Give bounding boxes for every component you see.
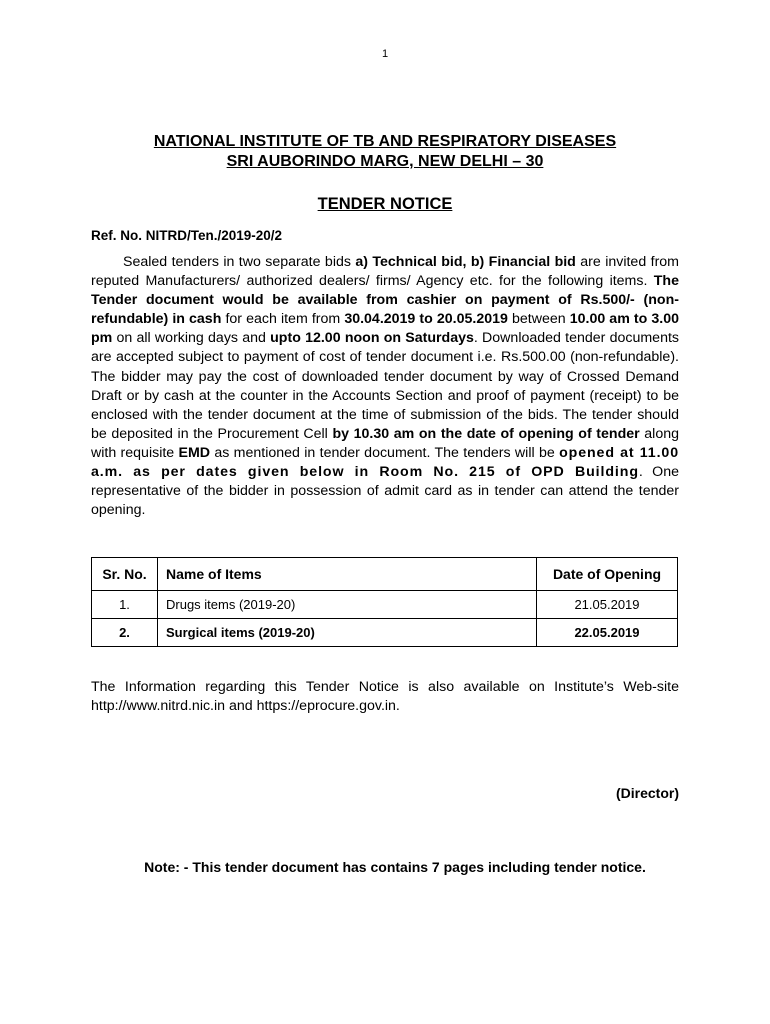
- bold-segment: EMD: [178, 444, 211, 461]
- bold-segment: by 10.30 am on the date of opening of tender: [332, 425, 640, 442]
- text-segment: as mentioned in tender document. The tenders will be: [210, 444, 560, 461]
- header-sr-no: Sr. No.: [92, 558, 158, 591]
- text-segment: along with requisite: [91, 425, 680, 461]
- header-item-name: Name of Items: [158, 558, 537, 591]
- reference-number: Ref. No. NITRD/Ten./2019-20/2: [91, 228, 283, 243]
- bold-segment: a) Technical bid, b) Financial bid: [355, 254, 576, 270]
- text-segment: are invited from reputed Manufacturers/ authorized dealers/ firms/ Agency etc. for the following items.: [91, 254, 680, 290]
- text-segment: between: [507, 311, 570, 328]
- bold-segment: opened at 11.00 a.m. as per dates given below in Room No. 215 of OPD Building: [91, 444, 679, 481]
- header-date: Date of Opening: [537, 558, 678, 591]
- cell-date: 21.05.2019: [537, 591, 678, 619]
- table-header-row: [92, 558, 678, 591]
- cell-item-name: Drugs items (2019-20): [158, 591, 537, 619]
- cell-item-name: Surgical items (2019-20): [158, 619, 537, 647]
- institute-address: SRI AUBORINDO MARG, NEW DELHI – 30: [226, 153, 544, 170]
- bold-segment: upto 12.00 noon on Saturdays: [270, 330, 474, 347]
- page-number: 1: [381, 48, 389, 60]
- signatory: (Director): [615, 785, 679, 801]
- tender-paragraph: [91, 253, 679, 520]
- cell-sr-no: 1.: [92, 591, 158, 619]
- website-info: The Information regarding this Tender Notice is also available on Institute’s Web-site http://www.nitrd.nic.in and https://eprocure.gov.in.: [91, 679, 679, 714]
- footer-note: Note: - This tender document has contains 7 pages including tender notice.: [144, 859, 646, 875]
- cell-date: 22.05.2019: [537, 619, 678, 647]
- items-table: [91, 557, 678, 647]
- cell-sr-no: 2.: [92, 619, 158, 647]
- text-segment: . Downloaded tender documents are accepted subject to payment of cost of tender document i.e. Rs.500.00 (non-refundable). The bidder may pay the cost of downloaded tender document by way of Crossed Demand Draft or by cash at the counter in the Accounts Section and proof of payment (receipt) to be enclosed with the tender document at the time of submission of the bids. The tender should be deposited in the Procurement Cell: [91, 330, 679, 442]
- institute-name: NATIONAL INSTITUTE OF TB AND RESPIRATORY DISEASES: [153, 133, 617, 150]
- table-row: [92, 591, 678, 619]
- bold-segment: The Tender document would be available from cashier on payment of Rs.500/- (non-refundable) in cash: [91, 273, 679, 328]
- bold-segment: 30.04.2019 to 20.05.2019: [344, 311, 508, 328]
- table-row: [92, 619, 678, 647]
- text-segment: on all working days and: [112, 330, 271, 347]
- text-segment: . One representative of the bidder in possession of admit card as in tender can attend the tender opening.: [91, 464, 680, 519]
- text-segment: for each item from: [221, 311, 345, 328]
- bold-segment: 10.00 am to 3.00 pm: [91, 311, 679, 347]
- text-segment: Sealed tenders in two separate bids: [123, 254, 356, 270]
- notice-title: TENDER NOTICE: [317, 195, 453, 213]
